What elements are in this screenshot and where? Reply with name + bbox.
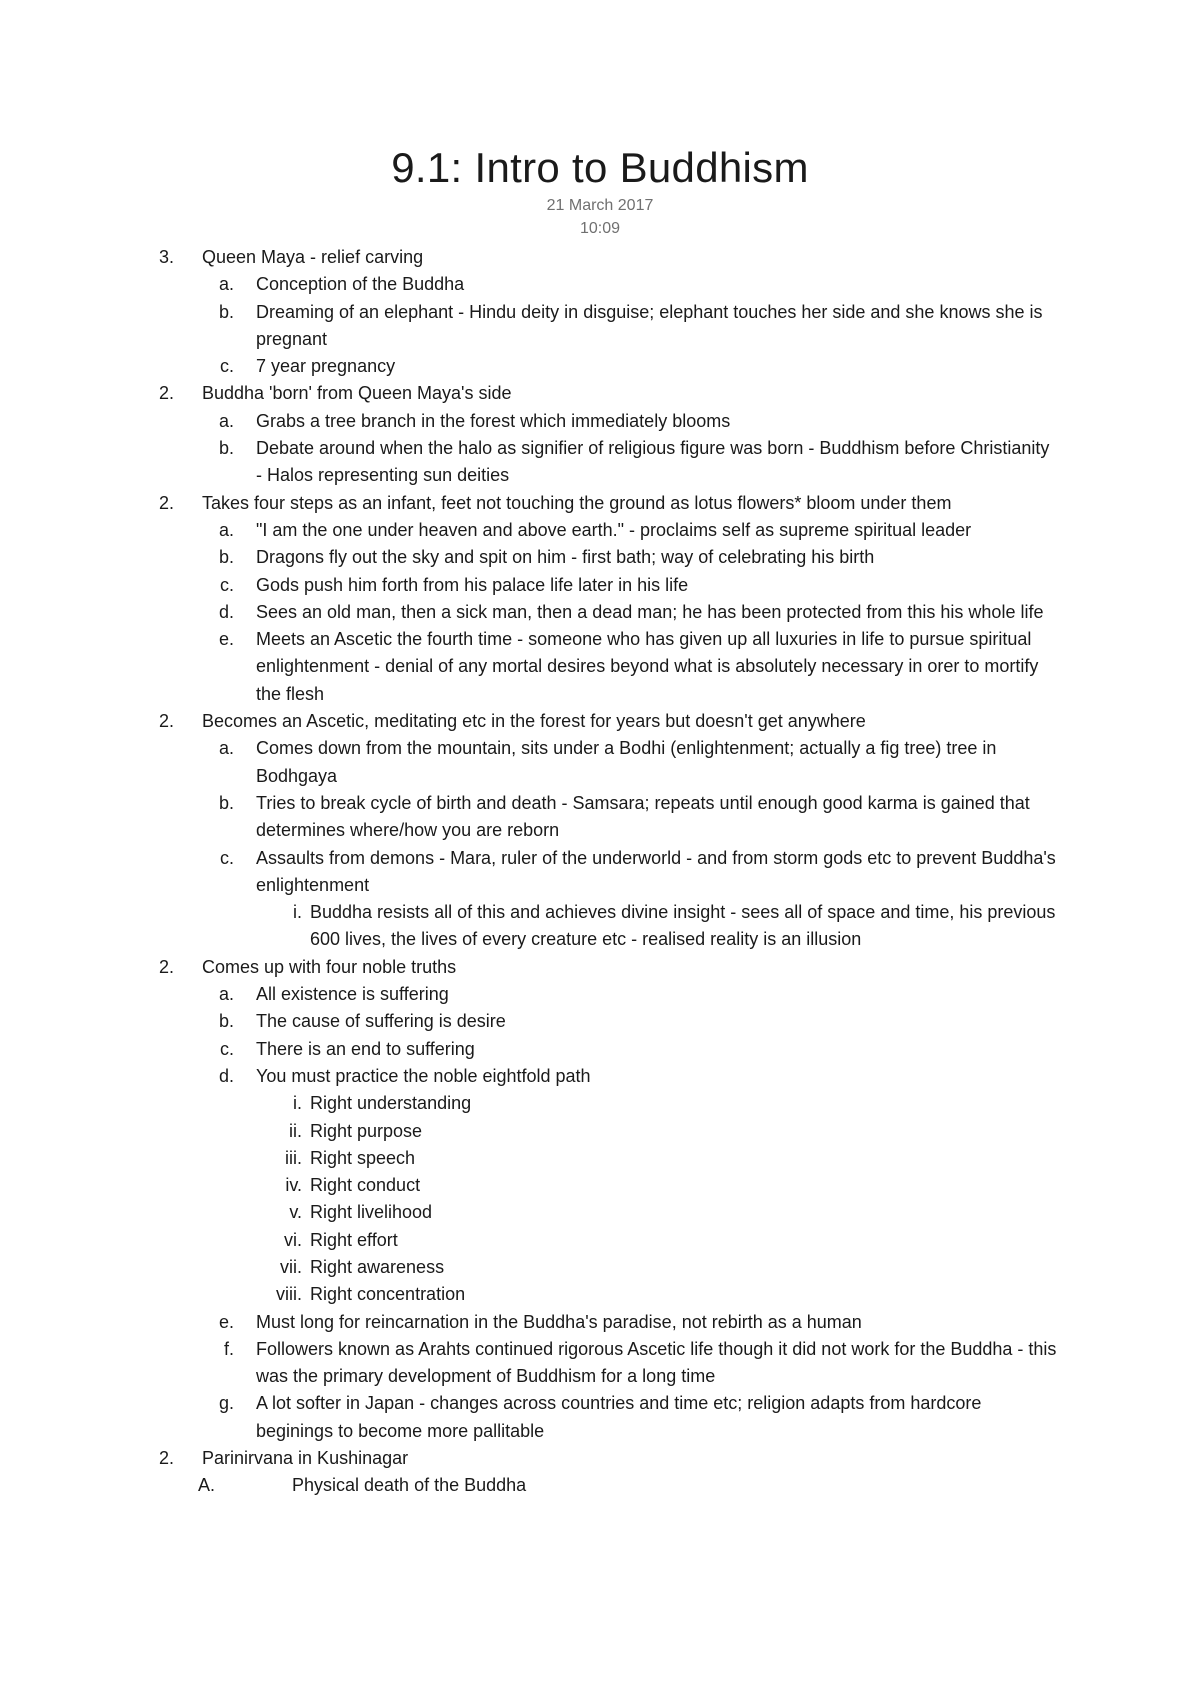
- list-marker: e.: [218, 629, 234, 650]
- list-marker: a.: [218, 984, 234, 1005]
- outline-item: [0, 1390, 1200, 1445]
- outline-item: [0, 790, 1200, 845]
- list-item-text: 7 year pregnancy: [256, 356, 396, 377]
- list-item-text: There is an end to suffering: [256, 1038, 475, 1059]
- outline-item: [0, 299, 1200, 354]
- list-marker: a.: [218, 738, 234, 759]
- list-marker: a.: [218, 274, 234, 295]
- list-marker: 2.: [158, 711, 174, 732]
- list-item-text: The cause of suffering is desire: [256, 1011, 506, 1032]
- list-marker: 2.: [158, 956, 174, 977]
- list-item-text: Becomes an Ascetic, meditating etc in the forest for years but doesn't get anywhere: [202, 711, 866, 732]
- list-marker: c.: [219, 356, 234, 377]
- list-item-text: Meets an Ascetic the fourth time - someone who has given up all luxuries in life to pursue spiritual enlightenment - denial of any mortal desires beyond what is absolutely necessary in orer to mortify the flesh: [256, 629, 1039, 704]
- list-item-text: Right understanding: [310, 1093, 472, 1114]
- list-item-text: "I am the one under heaven and above earth." - proclaims self as supreme spiritual leader: [256, 519, 972, 540]
- list-marker: b.: [218, 792, 234, 813]
- list-item-text: Parinirvana in Kushinagar: [202, 1448, 409, 1469]
- list-item-text: Takes four steps as an infant, feet not touching the ground as lotus flowers* bloom under them: [202, 492, 952, 513]
- list-item-text: Conception of the Buddha: [256, 274, 465, 295]
- list-item-text: Gods push him forth from his palace life later in his life: [256, 574, 689, 595]
- list-item-text: Right livelihood: [310, 1202, 433, 1223]
- list-item-text: Tries to break cycle of birth and death - Samsara; repeats until enough good karma is gained that determines where/how you are reborn: [256, 792, 1030, 841]
- outline-item: [0, 1172, 1200, 1199]
- outline-item: [0, 244, 1200, 271]
- outline-item: [0, 1281, 1200, 1308]
- outline-item: [0, 544, 1200, 571]
- list-marker: viii.: [276, 1284, 302, 1305]
- list-item-text: Assaults from demons - Mara, ruler of the underworld - and from storm gods etc to prevent Buddha's enlightenment: [256, 847, 1056, 895]
- list-item-text: You must practice the noble eightfold path: [256, 1065, 591, 1086]
- list-item-text: All existence is suffering: [256, 984, 449, 1005]
- list-marker: c.: [219, 847, 234, 868]
- outline-item: [0, 1472, 1200, 1499]
- list-marker: b.: [218, 547, 234, 568]
- list-item-text: Comes up with four noble truths: [202, 956, 457, 977]
- list-marker: a.: [218, 519, 234, 540]
- list-marker: 2.: [158, 1448, 174, 1469]
- page-title: 9.1: Intro to Buddhism: [391, 144, 809, 191]
- list-marker: g.: [218, 1393, 234, 1414]
- list-item-text: Buddha resists all of this and achieves divine insight - sees all of space and time, his previous 600 lives, the lives of every creature etc - realised reality is an illusion: [310, 902, 1056, 950]
- list-item-text: Dreaming of an elephant - Hindu deity in disguise; elephant touches her side and she knows she is pregnant: [256, 301, 1043, 349]
- outline-item: [0, 626, 1200, 708]
- list-marker: c.: [219, 1038, 234, 1059]
- list-marker: b.: [218, 438, 234, 459]
- note-date: 21 March 2017: [546, 197, 654, 214]
- outline-item: [0, 1227, 1200, 1254]
- list-marker: ii.: [289, 1120, 302, 1141]
- list-marker: b.: [218, 1011, 234, 1032]
- outline-item: [0, 1199, 1200, 1226]
- list-marker: iv.: [285, 1175, 302, 1196]
- list-marker: d.: [218, 601, 234, 622]
- outline-item: [0, 954, 1200, 981]
- list-marker: 2.: [158, 492, 174, 513]
- list-marker: f.: [223, 1338, 234, 1359]
- outline-item: [0, 708, 1200, 735]
- list-marker: 2.: [158, 383, 174, 404]
- outline-item: [0, 845, 1200, 900]
- list-marker: c.: [219, 574, 234, 595]
- list-item-text: Followers known as Arahts continued rigorous Ascetic life though it did not work for the Buddha - this was the primary development of Buddhism for a long time: [256, 1338, 1057, 1387]
- list-marker: iii.: [285, 1147, 302, 1168]
- outline-item: [0, 1336, 1200, 1391]
- outline-item: [0, 1145, 1200, 1172]
- outline-list: [0, 244, 1200, 1500]
- list-item-text: Buddha 'born' from Queen Maya's side: [202, 383, 512, 404]
- list-item-text: Queen Maya - relief carving: [202, 247, 424, 267]
- outline-item: [0, 1063, 1200, 1090]
- outline-item: [0, 1445, 1200, 1472]
- outline-item: [0, 1090, 1200, 1117]
- outline-item: [0, 490, 1200, 517]
- outline-item: [0, 1008, 1200, 1035]
- list-item-text: Debate around when the halo as signifier of religious figure was born - Buddhism before Christianity - Halos representing sun deities: [256, 438, 1050, 486]
- list-item-text: Grabs a tree branch in the forest which immediately blooms: [256, 410, 731, 431]
- outline-item: [0, 981, 1200, 1008]
- list-marker: i.: [293, 902, 302, 923]
- outline-item: [0, 1254, 1200, 1281]
- list-marker: vii.: [280, 1256, 302, 1277]
- list-item-text: Right awareness: [310, 1256, 445, 1277]
- outline-item: [0, 599, 1200, 626]
- list-marker: i.: [293, 1093, 302, 1114]
- outline-item: [0, 517, 1200, 544]
- list-marker: A.: [198, 1475, 216, 1496]
- list-marker: 3.: [158, 247, 174, 267]
- note-time: 10:09: [579, 220, 621, 237]
- list-item-text: Comes down from the mountain, sits under a Bodhi (enlightenment; actually a fig tree) tree in Bodhgaya: [256, 738, 997, 786]
- outline-item: [0, 1036, 1200, 1063]
- outline-item: [0, 271, 1200, 298]
- list-marker: b.: [218, 301, 234, 322]
- list-item-text: Must long for reincarnation in the Buddha's paradise, not rebirth as a human: [256, 1311, 862, 1332]
- list-item-text: A lot softer in Japan - changes across countries and time etc; religion adapts from hardcore beginings to become more pallitable: [256, 1393, 982, 1441]
- outline-item: [0, 1309, 1200, 1336]
- list-item-text: Right concentration: [310, 1284, 466, 1305]
- list-item-text: Right purpose: [310, 1120, 423, 1141]
- outline-item: [0, 572, 1200, 599]
- outline-item: [0, 353, 1200, 380]
- list-item-text: Sees an old man, then a sick man, then a dead man; he has been protected from this his whole life: [256, 601, 1044, 622]
- list-marker: vi.: [284, 1229, 302, 1250]
- outline-item: [0, 408, 1200, 435]
- list-marker: d.: [218, 1065, 234, 1086]
- list-marker: a.: [218, 410, 234, 431]
- list-item-text: Dragons fly out the sky and spit on him - first bath; way of celebrating his birth: [256, 547, 875, 568]
- list-item-text: Right conduct: [310, 1175, 421, 1196]
- list-marker: e.: [218, 1311, 234, 1332]
- outline-item: [0, 1118, 1200, 1145]
- outline-item: [0, 735, 1200, 790]
- outline-item: [0, 899, 1200, 954]
- list-marker: v.: [289, 1202, 302, 1223]
- list-item-text: Right effort: [310, 1229, 398, 1250]
- list-item-text: Right speech: [310, 1147, 416, 1168]
- outline-item: [0, 380, 1200, 407]
- outline-item: [0, 435, 1200, 490]
- list-item-text: Physical death of the Buddha: [292, 1475, 527, 1496]
